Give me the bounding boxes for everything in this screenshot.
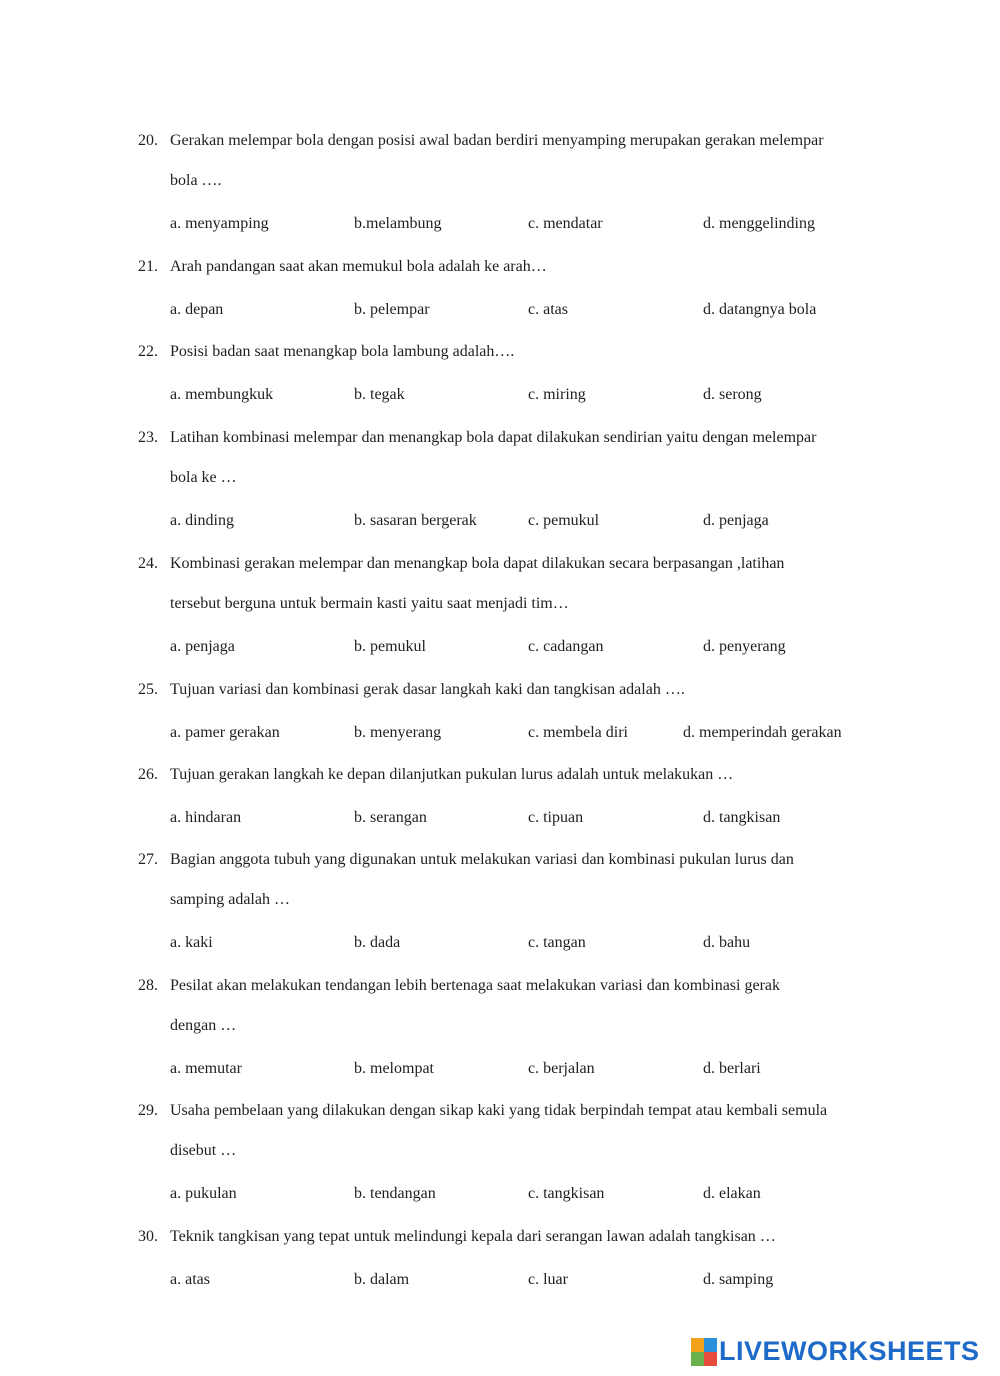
answer-option-d[interactable]: d. berlari	[703, 1060, 761, 1077]
question-text-line: Teknik tangkisan yang tepat untuk melindungi kepala dari serangan lawan adalah tangkisan …	[170, 1228, 776, 1245]
answer-option-c[interactable]: c. atas	[528, 301, 568, 318]
answer-option-b[interactable]: b. dalam	[354, 1271, 410, 1288]
question-text-line: Latihan kombinasi melempar dan menangkap bola dapat dilakukan sendirian yaitu dengan melempar	[170, 429, 817, 446]
answer-option-d[interactable]: d. samping	[703, 1271, 774, 1288]
logo-text: LIVEWORKSHEETS	[719, 1336, 980, 1366]
question-number: 22.	[138, 343, 158, 360]
answer-option-a[interactable]: a. depan	[170, 301, 224, 318]
answer-option-a[interactable]: a. memutar	[170, 1060, 242, 1077]
answer-option-d[interactable]: d. elakan	[703, 1185, 761, 1202]
question-number: 25.	[138, 681, 158, 698]
answer-option-c[interactable]: c. mendatar	[528, 215, 603, 232]
question-text-line: Usaha pembelaan yang dilakukan dengan sikap kaki yang tidak berpindah tempat atau kembali semula	[170, 1102, 828, 1119]
answer-option-d[interactable]: d. bahu	[703, 934, 751, 951]
answer-option-c[interactable]: c. tangan	[528, 934, 586, 951]
question-text-line: Kombinasi gerakan melempar dan menangkap bola dapat dilakukan secara berpasangan ,latihan	[170, 555, 785, 572]
answer-option-b[interactable]: b. tegak	[354, 386, 405, 403]
question-text-line: Bagian anggota tubuh yang digunakan untuk melakukan variasi dan kombinasi pukulan lurus dan	[170, 851, 794, 868]
question-number: 26.	[138, 766, 158, 783]
answer-option-d[interactable]: d. tangkisan	[703, 809, 781, 826]
question-number: 20.	[138, 132, 158, 149]
question-text-line: Tujuan gerakan langkah ke depan dilanjutkan pukulan lurus adalah untuk melakukan …	[170, 766, 734, 783]
question-number: 28.	[138, 977, 158, 994]
liveworksheets-logo	[691, 1336, 980, 1367]
question-text-line: bola ke …	[170, 469, 237, 486]
answer-option-a[interactable]: a. pukulan	[170, 1185, 237, 1202]
answer-option-b[interactable]: b. dada	[354, 934, 401, 951]
answer-option-a[interactable]: a. pamer gerakan	[170, 724, 280, 741]
answer-option-c[interactable]: c. tipuan	[528, 809, 584, 826]
question-text-line: Gerakan melempar bola dengan posisi awal badan berdiri menyamping merupakan gerakan melempar	[170, 132, 824, 149]
question-number: 24.	[138, 555, 158, 572]
logo-icon	[691, 1338, 717, 1366]
question-text-line: bola ….	[170, 172, 222, 189]
answer-option-d[interactable]: d. datangnya bola	[703, 301, 817, 318]
answer-option-d[interactable]: d. penjaga	[703, 512, 769, 529]
answer-option-b[interactable]: b. menyerang	[354, 724, 442, 741]
answer-option-c[interactable]: c. pemukul	[528, 512, 600, 529]
question-text-line: tersebut berguna untuk bermain kasti yaitu saat menjadi tim…	[170, 595, 569, 612]
answer-option-b[interactable]: b. serangan	[354, 809, 427, 826]
question-text-line: Pesilat akan melakukan tendangan lebih bertenaga saat melakukan variasi dan kombinasi gerak	[170, 977, 780, 994]
answer-option-c[interactable]: c. membela diri	[528, 724, 628, 741]
answer-option-c[interactable]: c. luar	[528, 1271, 568, 1288]
question-text-line: disebut …	[170, 1142, 237, 1159]
answer-option-b[interactable]: b.melambung	[354, 215, 442, 232]
question-number: 27.	[138, 851, 158, 868]
question-text-line: samping adalah …	[170, 891, 290, 908]
answer-option-a[interactable]: a. membungkuk	[170, 386, 274, 403]
answer-option-c[interactable]: c. tangkisan	[528, 1185, 605, 1202]
answer-option-c[interactable]: c. cadangan	[528, 638, 604, 655]
question-number: 30.	[138, 1228, 158, 1245]
answer-option-d[interactable]: d. serong	[703, 386, 762, 403]
answer-option-a[interactable]: a. atas	[170, 1271, 210, 1288]
answer-option-a[interactable]: a. penjaga	[170, 638, 235, 655]
answer-option-b[interactable]: b. pelempar	[354, 301, 430, 318]
question-text-line: Arah pandangan saat akan memukul bola adalah ke arah…	[170, 258, 547, 275]
answer-option-d[interactable]: d. penyerang	[703, 638, 786, 655]
answer-option-b[interactable]: b. sasaran bergerak	[354, 512, 477, 529]
answer-option-c[interactable]: c. miring	[528, 386, 586, 403]
question-number: 21.	[138, 258, 158, 275]
answer-option-b[interactable]: b. pemukul	[354, 638, 426, 655]
answer-option-b[interactable]: b. melompat	[354, 1060, 434, 1077]
answer-option-c[interactable]: c. berjalan	[528, 1060, 595, 1077]
answer-option-a[interactable]: a. dinding	[170, 512, 234, 529]
question-text-line: dengan …	[170, 1017, 237, 1034]
question-text-line: Tujuan variasi dan kombinasi gerak dasar langkah kaki dan tangkisan adalah ….	[170, 681, 685, 698]
question-number: 29.	[138, 1102, 158, 1119]
answer-option-a[interactable]: a. hindaran	[170, 809, 242, 826]
question-text-line: Posisi badan saat menangkap bola lambung adalah….	[170, 343, 515, 360]
answer-option-d[interactable]: d. memperindah gerakan	[683, 724, 842, 741]
answer-option-a[interactable]: a. menyamping	[170, 215, 269, 232]
answer-option-d[interactable]: d. menggelinding	[703, 215, 815, 232]
question-number: 23.	[138, 429, 158, 446]
answer-option-b[interactable]: b. tendangan	[354, 1185, 436, 1202]
answer-option-a[interactable]: a. kaki	[170, 934, 213, 951]
